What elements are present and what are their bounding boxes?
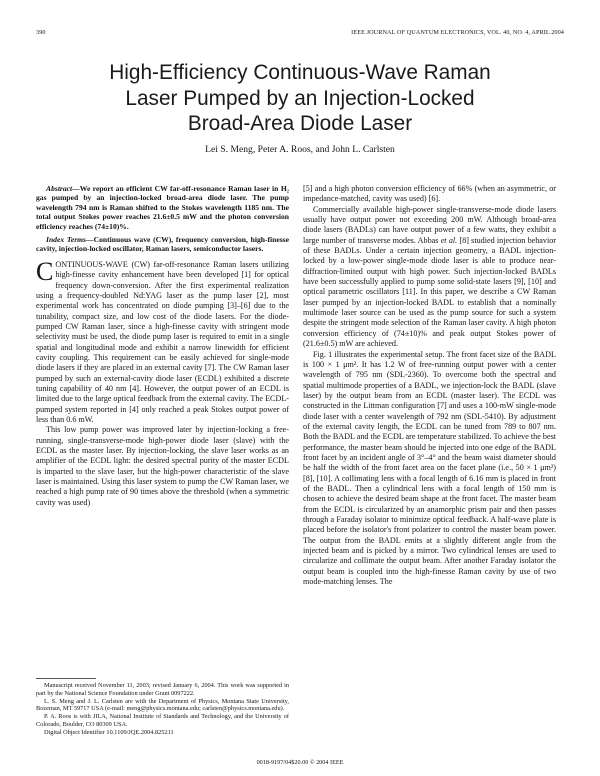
index-terms [36, 235, 289, 254]
right-paragraph-2-a: Commercially available high-power single-transverse-mode diode lasers usually have output power not exceeding 200 mW. Although broad-area diode lasers (BADLs) can have output power of a few watts, they exhibit a large number of transverse modes. Abbas [303, 204, 556, 245]
et-al: et al. [440, 235, 458, 245]
right-paragraph-3: Fig. 1 illustrates the experimental setup. The front facet size of the BADL is 100 × 1 μm². It has 1.2 W of free-running output power with a center wavelength of 795 nm (SDL-2360). To overcome both the spectral and spatial multimode properties of a BADL, we injection-lock the BADL (slave laser) by the output beam from an ECDL (master laser). The ECDL was constructed in the Littman configuration [7] and uses a 100-mW single-mode diode laser with a center wavelength of 792 nm (SDL-5410). By adjustment of the external cavity length, the ECDL can be tuned from 789 to 807 nm. Both the BADL and the ECDL are temperature stabilized. To achieve the best performance, the master beam should be injected into one edge of the BADL front facet by an incident angle of 3°–4° and the beam waist diameter should be half the width of the front facet area on the facet plane (i.e., 50 × 1 μm²) [8], [10]. A collimating lens with a focal length of 6.16 mm is placed in front of the BADL. Then a cylindrical lens with a focal length of 150 mm is chosen to achieve the desired beam shape at the front facet. The master beam from the ECDL is circularized by an anamorphic prism pair and then passes through a Faraday isolator to minimize optical feedback. A half-wave plate is placed before the isolator's front polarizer to control the master beam power. The output from the BADL emits at a slightly different angle from the injected beam and is picked by a mirror. Two cylindrical lenses are used to circularize and collimate the output beam. After another Faraday isolator the output beam is coupled into the high-finesse Raman cavity by use of two mode-matching lenses. The [303, 349, 556, 587]
drop-cap: C [36, 256, 54, 286]
copyright-footer: 0018-9197/04$20.00 © 2004 IEEE [256, 759, 344, 766]
footnote-manuscript: Manuscript received November 11, 2003; revised January 6, 2004. This work was supported in part by the National Science Foundation under Grant 0097222. [36, 682, 289, 697]
footnote-affiliation-1: L. S. Meng and J. L. Carlsten are with the Department of Physics, Montana State University, Bozeman, MT 59717 USA (e-mail: meng@physics.montana.edu; carlsten@physics.montana.edu). [36, 697, 289, 713]
title-line-3: Broad-Area Diode Laser [187, 112, 413, 135]
paper-title [40, 60, 560, 137]
index-terms-label: Index Terms— [46, 235, 94, 245]
title-line-1: High-Efficiency Continuous-Wave Raman [109, 61, 491, 84]
intro-text: far-off-resonance Raman lasers utilizing high-finesse cavity enhancement have been developed [1] for optical frequency down-conversion. After the first experimental realization using a frequency-doubled Nd:YAG laser as the pump laser [2], most experimental work has concentrated on diode pumping [3]–[6] due to the tunability, compact size, and low cost of the diode lasers. For the diode-pumped CW Raman laser, since a high-finesse cavity with stringent mode selectivity must be used, the diode pump laser is required to emit in a single spatial and longitudinal mode and exhibit a narrow linewidth for efficient cavity coupling. This requirement can be easily achieved for single-mode diode lasers if they are placed in an external cavity [7]. The CW Raman laser pumped by such an external-cavity diode laser (ECDL) exhibited a discrete tuning capability of 40 nm [4]. However, the output power of an ECDL is limited due to the large optical feedback from the external cavity. The ECDL-pumped system reported in [4] only reached a peak Stokes output power of less than 0.6 mW. [36, 259, 289, 424]
journal-header: IEEE JOURNAL OF QUANTUM ELECTRONICS, VOL. 40, NO. 4, APRIL 2004 [351, 29, 564, 36]
intro-lead: ONTINUOUS-WAVE (CW) [55, 259, 150, 269]
abstract [36, 184, 289, 231]
left-column [36, 184, 289, 508]
right-paragraph-1: [5] and a high photon conversion efficiency of 66% (when an asymmetric, or impedance-matched, cavity was used) [6]. [303, 184, 556, 204]
footnote-rule [36, 678, 96, 679]
intro-paragraph [36, 256, 289, 426]
title-line-2: Laser Pumped by an Injection-Locked [125, 86, 475, 110]
page-number: 390 [36, 29, 46, 36]
index-terms-text: Continuous wave (CW), frequency conversion, high-finesse cavity, injection-locked oscillator, Raman lasers, semiconductor lasers. [36, 235, 290, 254]
footnotes [36, 682, 289, 737]
abstract-block [36, 184, 289, 254]
author-list: Lei S. Meng, Peter A. Roos, and John L. Carlsten [205, 144, 395, 155]
footnote-doi: Digital Object Identifier 10.1109/JQE.2004.825211 [44, 728, 174, 736]
abstract-text: We report an efficient CW far-off-resonance Raman laser in H₂ gas pumped by an injection-locked broad-area diode laser. The pump wavelength 794 nm is Raman shifted to the Stokes wavelength 1185 nm. The total output Stokes power reaches 21.6±0.5 mW and the photon conversion efficiency reaches (74±10)%. [36, 184, 289, 231]
abstract-label: Abstract— [46, 184, 80, 193]
footnote-affiliation-2: P. A. Roos is with JILA, National Institute of Standards and Technology, and the University of Colorado, Boulder, CO 80309 USA. [36, 713, 289, 728]
right-paragraph-2-b: [8] studied injection behavior of these BADLs. Under a certain injection geometry, a BADL injection-locked by a low-power single-mode diode laser is able to produce near-diffraction-limited output with high power. Such injection-locked BADLs have been successfully applied to pump some solid-state lasers [9], [10] and optical parametric oscillators [11]. In this paper, we describe a CW Raman laser pumped by an injection-locked BADL to establish that a nominally multimode laser source can be used as the pump source for such a system despite the stringent mode selection of the Raman laser cavity. A high photon conversion efficiency of (74±10)% and peak output Stokes power of (21.6±0.5) mW are achieved. [303, 235, 557, 349]
paragraph-2: This low pump power was improved later by injection-locking a free-running, single-transverse-mode high-power diode laser (slave) with the ECDL as the master laser. By injection-locking, the slave laser works as an amplifier of the ECDL light: the desired spectral purity of the master ECDL is imparted to the slave laser, but the high-power characteristic of the slave laser is maintained. Using this laser system to pump the CW Raman laser, we reached a high pump rate of 90 times above the threshold (when a symmetric cavity was used) [36, 425, 289, 507]
right-paragraph-2 [303, 205, 556, 350]
right-column [303, 184, 556, 587]
